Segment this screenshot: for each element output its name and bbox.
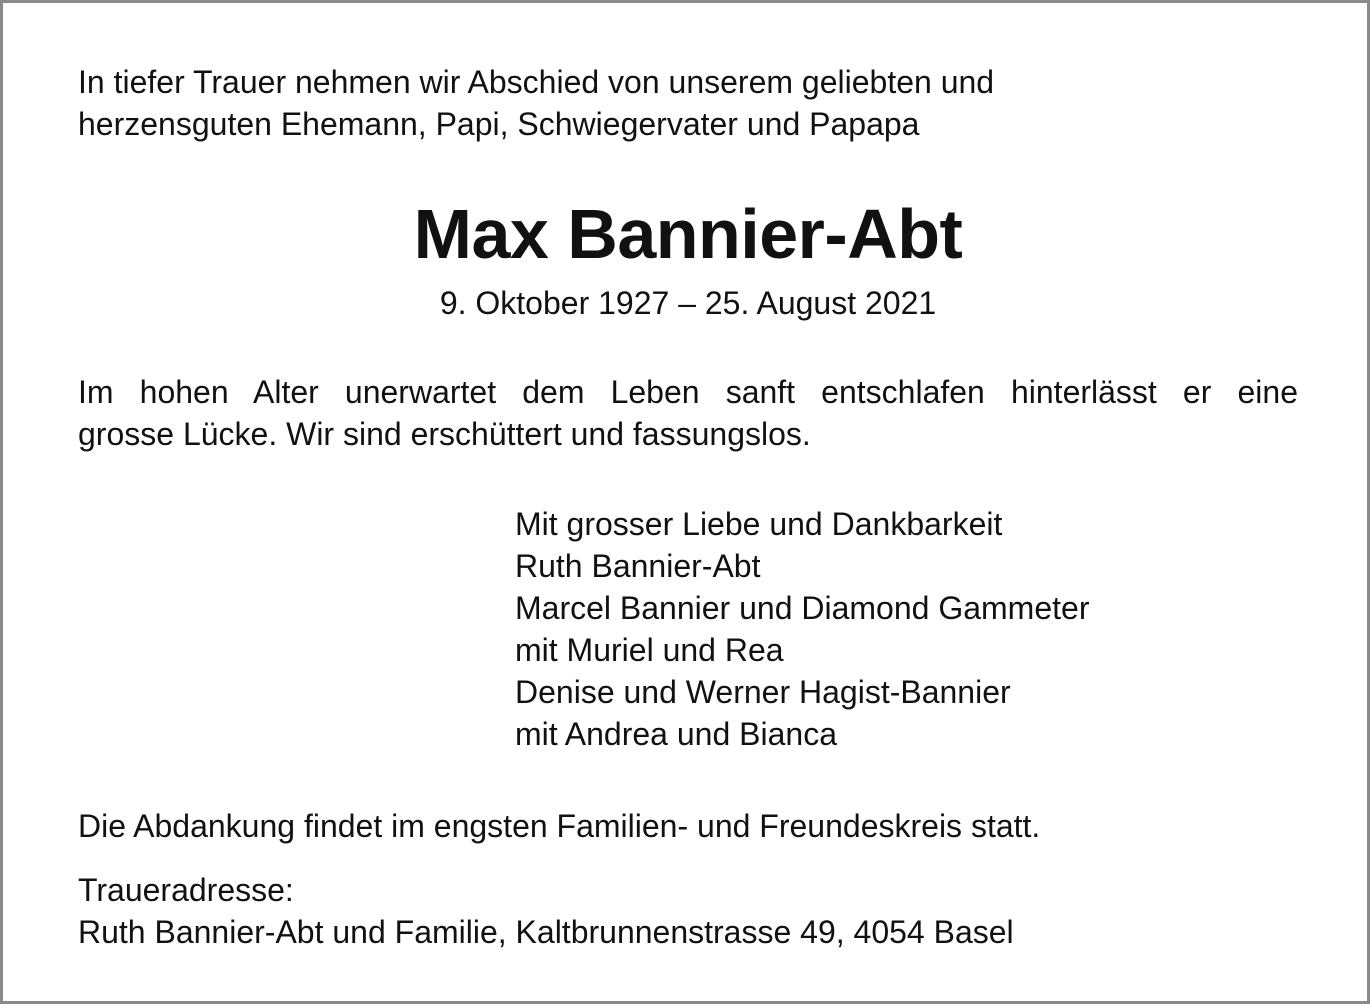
signer-line: Ruth Bannier-Abt <box>515 548 761 584</box>
mourning-address <box>78 869 1014 953</box>
life-dates: 9. Oktober 1927 – 25. August 2021 <box>439 285 937 321</box>
address-value: Ruth Bannier-Abt und Familie, Kaltbrunnenstrasse 49, 4054 Basel <box>78 914 1014 950</box>
signer-line: Marcel Bannier und Diamond Gammeter <box>515 590 1090 626</box>
address-label: Traueradresse: <box>78 872 294 908</box>
signers-list <box>515 503 1089 755</box>
deceased-name: Max Bannier-Abt <box>413 195 963 273</box>
ceremony-text: Die Abdankung findet im engsten Familien- und Freundeskreis statt. <box>78 808 1041 844</box>
message-text <box>78 371 1298 455</box>
message-line-1: Im hohen Alter unerwartet dem Leben sanft entschlafen hinterlässt er eine <box>78 374 1298 410</box>
signer-line: Mit grosser Liebe und Dankbarkeit <box>515 506 1003 542</box>
signer-line: mit Muriel und Rea <box>515 632 784 668</box>
intro-line-2: herzensguten Ehemann, Papi, Schwiegervater und Papapa <box>78 106 920 142</box>
intro-line-1: In tiefer Trauer nehmen wir Abschied von unserem geliebten und <box>78 64 995 100</box>
intro-text <box>78 61 994 145</box>
signer-line: Denise und Werner Hagist-Bannier <box>515 674 1011 710</box>
message-line-2: grosse Lücke. Wir sind erschüttert und fassungslos. <box>78 416 811 452</box>
signer-line: mit Andrea und Bianca <box>515 716 837 752</box>
